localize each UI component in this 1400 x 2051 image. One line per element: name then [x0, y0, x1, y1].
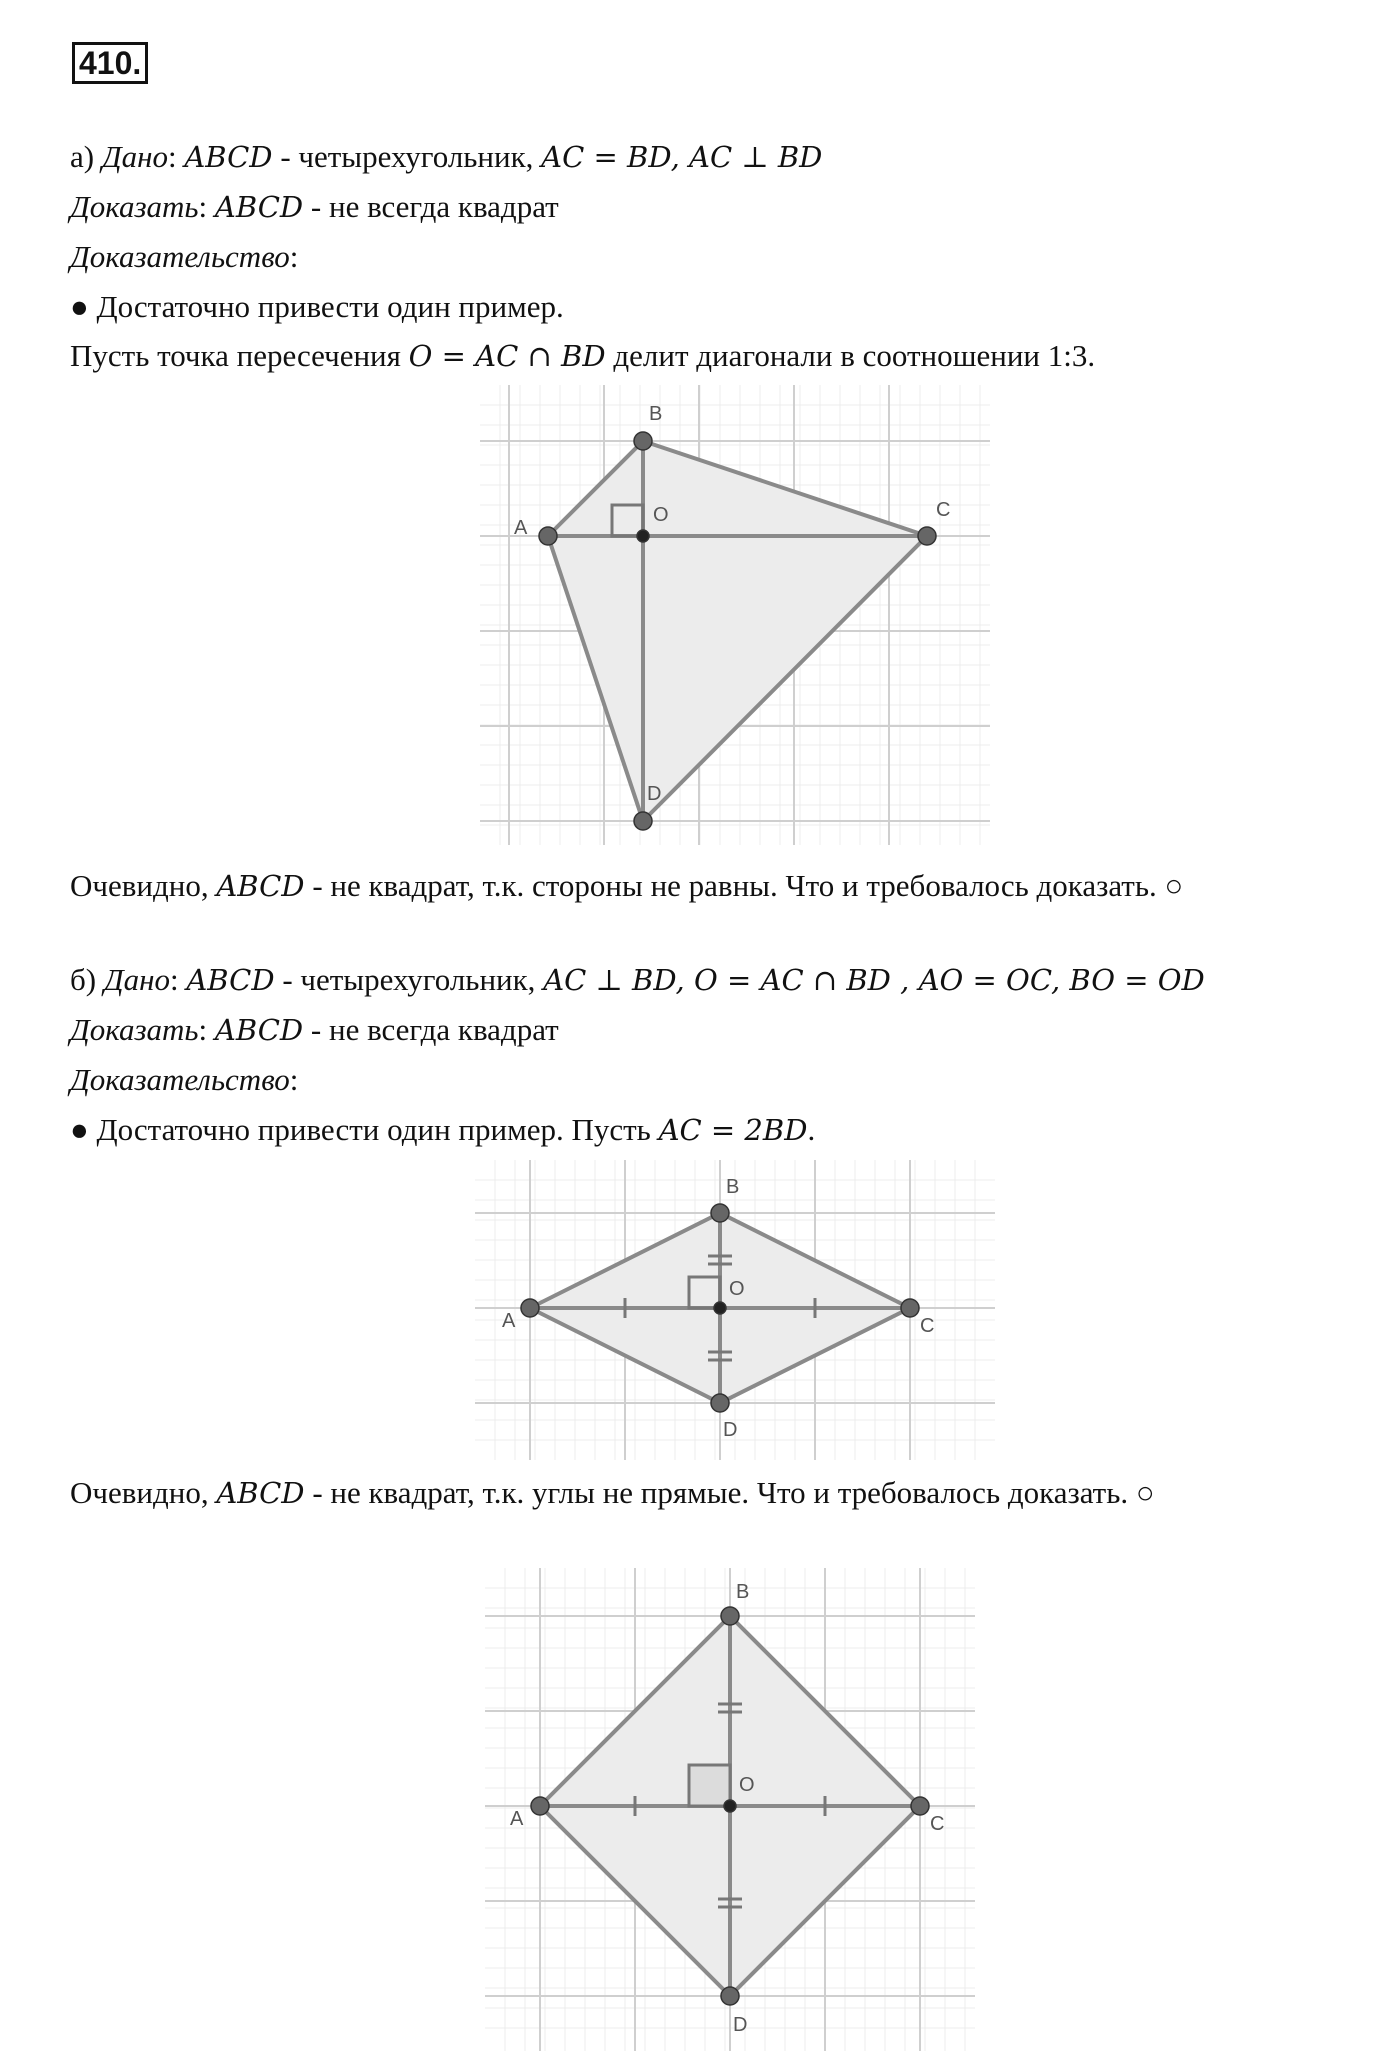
part-a-proof-label: Доказательство: [70, 239, 290, 274]
figure-a-label-o: O: [653, 504, 669, 526]
part-b-prove-text: - не всегда квадрат: [303, 1012, 559, 1047]
part-b-concl-1: Очевидно,: [70, 1475, 217, 1510]
figure-b-label-c: C: [920, 1315, 935, 1337]
part-b-given-obj: ABCD: [186, 963, 275, 997]
figure-a-label-c: C: [936, 499, 951, 521]
figure-b-label-o: O: [729, 1278, 745, 1300]
figure-a-point-o: [637, 530, 649, 542]
figure-a-label-b: B: [649, 403, 663, 425]
part-b-given-label: Дано: [103, 962, 170, 997]
figure-a-label-a: A: [514, 517, 528, 539]
part-b-given-cond: AC ⊥ BD, O = AC ∩ BD , AO = OC, BO = OD: [543, 963, 1205, 997]
part-a-given: а) Дано: ABCD - четырехугольник, AC = BD, AC ⊥ BD: [70, 139, 823, 174]
part-a-bullet: ● Достаточно привести один пример.: [70, 289, 564, 324]
figure-a: [480, 385, 990, 845]
part-a-let: [70, 336, 1095, 376]
figure-b-point-o: [714, 1302, 726, 1314]
figure-c: [485, 1568, 975, 2051]
figure-c-label-a: A: [510, 1808, 524, 1830]
figure-a-point-c: [918, 527, 936, 545]
part-a-given-text: - четырехугольник,: [272, 139, 542, 174]
figure-b-point-a: [521, 1299, 539, 1317]
part-a-given-cond: AC = BD, AC ⊥ BD: [541, 140, 823, 174]
part-a-concl-obj: ABCD: [216, 869, 305, 903]
part-a-prove: Доказать: ABCD - не всегда квадрат: [70, 189, 559, 224]
figure-c-label-o: O: [739, 1774, 755, 1796]
figure-c-point-d: [721, 1987, 739, 2005]
part-a-let-text-2: делит диагонали в соотношении 1:3.: [605, 338, 1096, 373]
part-b-concl-obj: ABCD: [216, 1476, 305, 1510]
part-b-proof-label: Доказательство: [70, 1062, 290, 1097]
part-b-bullet-math: AC = 2BD: [658, 1113, 808, 1147]
part-a-conclusion: [70, 866, 1183, 906]
figure-a-point-a: [539, 527, 557, 545]
figure-c-point-o: [724, 1800, 736, 1812]
problem-number: 410.: [72, 42, 148, 84]
figure-b-point-c: [901, 1299, 919, 1317]
part-a-given-label: Дано: [101, 139, 168, 174]
figure-b-point-b: [711, 1204, 729, 1222]
figure-b-label-b: B: [726, 1176, 740, 1198]
figure-a-point-d: [634, 812, 652, 830]
figure-c-point-a: [531, 1797, 549, 1815]
part-a-given-obj: ABCD: [184, 140, 273, 174]
part-b-given: б) Дано: ABCD - четырехугольник, AC ⊥ BD, O = AC ∩ BD , AO = OC, BO = OD: [70, 962, 1205, 997]
figure-c-label-c: C: [930, 1813, 945, 1835]
figure-c-point-b: [721, 1607, 739, 1625]
part-b-prove: Доказать: ABCD - не всегда квадрат: [70, 1012, 559, 1047]
part-a-let-text-1: Пусть точка пересечения: [70, 338, 409, 373]
part-a-proof-heading: Доказательство:: [70, 239, 299, 274]
part-a-let-math: O = AC ∩ BD: [408, 339, 606, 373]
part-b-bullet-end: .: [807, 1112, 816, 1147]
figure-a-point-b: [634, 432, 652, 450]
part-b-bullet: [70, 1110, 815, 1150]
part-a-prove-obj: ABCD: [214, 190, 304, 224]
part-b-prove-obj: ABCD: [214, 1013, 304, 1047]
figure-a-label-d: D: [647, 783, 662, 805]
figure-b: [475, 1160, 995, 1460]
figure-c-label-b: B: [736, 1581, 750, 1603]
part-b-prefix: б): [70, 962, 97, 997]
figure-b-label-a: A: [502, 1310, 516, 1332]
figure-b-label-d: D: [723, 1419, 738, 1441]
figure-c-label-d: D: [733, 2014, 748, 2036]
figure-c-right-angle-mark: [689, 1765, 730, 1806]
figure-c-point-c: [911, 1797, 929, 1815]
figure-b-point-d: [711, 1394, 729, 1412]
part-b-concl-2: - не квадрат, т.к. углы не прямые. Что и требовалось доказать. ○: [304, 1475, 1155, 1510]
part-b-conclusion: [70, 1473, 1155, 1513]
part-b-proof-heading: Доказательство:: [70, 1062, 299, 1097]
part-a-prove-label: Доказать: [70, 189, 199, 224]
part-a-concl-2: - не квадрат, т.к. стороны не равны. Что и требовалось доказать. ○: [304, 868, 1184, 903]
part-a-concl-1: Очевидно,: [70, 868, 217, 903]
part-b-bullet-text: ● Достаточно привести один пример. Пусть: [70, 1112, 659, 1147]
part-b-prove-label: Доказать: [70, 1012, 199, 1047]
part-b-given-text: - четырехугольник,: [274, 962, 544, 997]
part-a-prefix: а): [70, 139, 95, 174]
part-a-prove-text: - не всегда квадрат: [303, 189, 559, 224]
